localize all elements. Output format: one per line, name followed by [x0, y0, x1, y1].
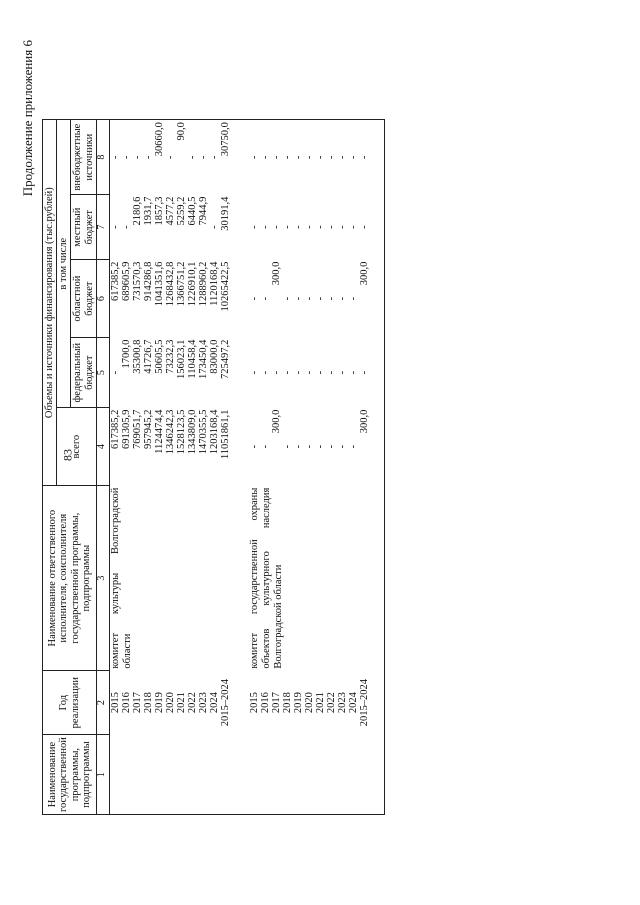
cell-local: 5259,2 — [176, 196, 188, 226]
cell-total: 691305,9 — [121, 409, 133, 450]
cell-federal: 1700,0 — [121, 339, 133, 369]
table-row — [143, 120, 154, 815]
table-row — [132, 120, 143, 815]
cell-regional: - — [260, 296, 272, 301]
cell-year: 2019 — [154, 692, 166, 714]
cell-extra: - — [326, 120, 337, 195]
cell-year: 2017 — [271, 692, 283, 714]
cell-total: - — [304, 444, 316, 449]
table-row — [220, 120, 231, 815]
table-row — [359, 120, 370, 815]
cell-regional: - — [249, 296, 261, 301]
cell-regional: 300,0 — [271, 261, 283, 286]
cell-total: - — [326, 444, 338, 449]
cell-regional: 1226910,1 — [187, 261, 199, 307]
cell-local: - — [326, 225, 338, 229]
cell-regional: 689605,9 — [121, 261, 133, 302]
table-row — [348, 120, 359, 815]
cell-extra: - — [198, 120, 209, 195]
cell-total: 957945,2 — [143, 409, 155, 450]
cell-extra: - — [260, 120, 271, 195]
cell-year: 2021 — [315, 692, 327, 714]
cell-extra: - — [209, 120, 220, 195]
cell-extra: - — [282, 120, 293, 195]
header-total: всего — [57, 408, 97, 486]
cell-federal: 156023,1 — [176, 339, 188, 380]
cell-regional: - — [326, 296, 338, 301]
cell-regional: 1268432,8 — [165, 261, 177, 307]
cell-program — [198, 735, 209, 815]
cell-local: - — [110, 225, 121, 229]
column-number: 2 — [97, 671, 110, 735]
header-executor: Наименование ответственного исполнителя, соисполнителя государственной программы, подпрограммы — [43, 486, 97, 671]
cell-extra: - — [271, 120, 282, 195]
cell-program — [165, 735, 176, 815]
table-row — [209, 120, 220, 815]
cell-local: - — [271, 225, 283, 229]
cell-federal: - — [348, 370, 360, 375]
cell-total: - — [315, 444, 327, 449]
cell-total: 1346242,3 — [165, 409, 177, 455]
cell-extra: - — [304, 120, 315, 195]
cell-year: 2024 — [209, 692, 221, 714]
cell-program — [282, 735, 293, 815]
table-row — [154, 120, 165, 815]
cell-extra: - — [359, 120, 370, 195]
cell-federal: 83000,0 — [209, 339, 221, 374]
cell-local: - — [293, 225, 305, 229]
header-regional: областной бюджет — [71, 260, 97, 338]
cell-federal: 110458,4 — [187, 339, 199, 379]
cell-year: 2016 — [121, 692, 133, 714]
cell-total: - — [282, 444, 294, 449]
cell-extra: - — [187, 120, 198, 195]
cell-year: 2021 — [176, 692, 188, 714]
cell-regional: - — [293, 296, 305, 301]
cell-extra: - — [110, 120, 122, 195]
cell-program — [220, 735, 231, 815]
cell-year: 2015–2024 — [359, 679, 371, 727]
cell-extra: - — [143, 120, 154, 195]
cell-total: 11051861,1 — [220, 409, 232, 460]
cell-program — [260, 735, 271, 815]
cell-local: 6440,5 — [187, 196, 199, 226]
cell-program — [315, 735, 326, 815]
cell-extra: - — [315, 120, 326, 195]
cell-total: 769051,7 — [132, 409, 144, 450]
table-row — [121, 120, 132, 815]
cell-local: - — [337, 225, 349, 229]
cell-extra: - — [132, 120, 143, 195]
cell-federal: 35300,8 — [132, 339, 144, 374]
header-extra: внебюджетные источники — [71, 120, 97, 195]
cell-federal: - — [271, 370, 283, 375]
cell-regional: - — [304, 296, 316, 301]
table-body — [110, 120, 385, 815]
cell-federal: 50605,5 — [154, 339, 166, 374]
cell-federal: - — [260, 370, 272, 375]
cell-program — [359, 735, 370, 815]
cell-program — [143, 735, 154, 815]
cell-year: 2023 — [198, 692, 210, 714]
cell-extra: 30750,0 — [220, 120, 231, 195]
cell-year: 2015–2024 — [220, 679, 232, 727]
cell-year: 2022 — [187, 692, 199, 714]
cell-program — [187, 735, 198, 815]
cell-program — [348, 735, 359, 815]
table-row — [165, 120, 176, 815]
cell-local: - — [249, 225, 261, 229]
cell-federal: - — [249, 370, 261, 375]
cell-local: - — [359, 225, 371, 229]
cell-local: - — [282, 225, 294, 229]
header-including: в том числе — [57, 120, 71, 408]
cell-program — [121, 735, 132, 815]
cell-extra: - — [348, 120, 359, 195]
cell-local: 7944,9 — [198, 196, 210, 226]
cell-program — [110, 735, 122, 815]
table-row — [293, 120, 304, 815]
cell-year: 2018 — [143, 692, 155, 714]
header-federal: федеральный бюджет — [71, 338, 97, 408]
cell-program — [154, 735, 165, 815]
cell-year: 2016 — [260, 692, 272, 714]
column-number: 1 — [97, 735, 110, 815]
cell-regional: - — [315, 296, 327, 301]
header-financing: Объемы и источники финансирования (тыс.рублей) — [43, 120, 57, 486]
cell-extra: - — [249, 120, 260, 195]
cell-extra: - — [165, 120, 176, 195]
table-row — [326, 120, 337, 815]
cell-total: - — [249, 444, 261, 449]
cell-executor: комитет государственной охраны объектов культурного наследия Волгоградской области — [249, 487, 285, 669]
cell-local: 2180,6 — [132, 196, 144, 226]
cell-total: 1470355,5 — [198, 409, 210, 455]
header-year: Год реализации — [43, 671, 97, 735]
cell-total: 1124474,4 — [154, 409, 166, 454]
cell-year: 2024 — [348, 692, 360, 714]
cell-total: - — [337, 444, 349, 449]
cell-total: 1343809,0 — [187, 409, 199, 455]
cell-regional: 914286,8 — [143, 261, 155, 302]
cell-year: 2019 — [293, 692, 305, 714]
cell-total: - — [348, 444, 360, 449]
financing-table — [42, 119, 385, 815]
column-numbers-row — [97, 120, 110, 815]
cell-program — [176, 735, 187, 815]
column-number: 8 — [97, 120, 110, 195]
cell-year: 2022 — [326, 692, 338, 714]
cell-extra: 90,0 — [176, 120, 187, 195]
cell-federal: - — [315, 370, 327, 375]
column-number: 5 — [97, 338, 110, 408]
cell-local: 30191,4 — [220, 196, 232, 231]
cell-extra: - — [121, 120, 132, 195]
table-row — [249, 120, 260, 815]
column-number: 4 — [97, 408, 110, 486]
table-row — [187, 120, 198, 815]
cell-federal: - — [304, 370, 316, 375]
cell-federal: 41726,7 — [143, 339, 155, 374]
cell-regional: 10265422,5 — [220, 261, 232, 312]
table-row — [271, 120, 282, 815]
cell-regional: 1288960,2 — [198, 261, 210, 307]
header-program-name: Наименование государственной программы, подпрограммы — [43, 735, 97, 815]
cell-year: 2023 — [337, 692, 349, 714]
cell-program — [293, 735, 304, 815]
table-row — [198, 120, 209, 815]
header-local: местный бюджет — [71, 195, 97, 260]
column-number: 7 — [97, 195, 110, 260]
cell-extra: 30660,0 — [154, 120, 165, 195]
cell-year: 2020 — [304, 692, 316, 714]
cell-regional: - — [348, 296, 360, 301]
cell-total: - — [293, 444, 305, 449]
cell-total: 300,0 — [359, 409, 371, 434]
cell-total: 617385,2 — [110, 409, 121, 450]
cell-extra: - — [293, 120, 304, 195]
cell-program — [304, 735, 315, 815]
cell-regional: 617385,2 — [110, 261, 121, 302]
cell-local: - — [209, 225, 221, 229]
cell-federal: - — [337, 370, 349, 375]
cell-local: 4577,2 — [165, 196, 177, 226]
table-row — [260, 120, 271, 815]
cell-local: - — [315, 225, 327, 229]
cell-year: 2015 — [249, 692, 261, 714]
cell-regional: 1120168,4 — [209, 261, 221, 306]
cell-local: - — [304, 225, 316, 229]
cell-total: 300,0 — [271, 409, 283, 434]
column-number: 3 — [97, 486, 110, 671]
page-number: 83 — [60, 449, 75, 461]
appendix-title: Продолжение приложения 6 — [20, 40, 35, 197]
cell-regional: 1366751,2 — [176, 261, 188, 307]
cell-regional: - — [282, 296, 294, 301]
cell-total: 1528123,5 — [176, 409, 188, 455]
table-row — [282, 120, 293, 815]
cell-local: 1931,7 — [143, 196, 155, 226]
cell-federal: - — [293, 370, 305, 375]
table-row — [176, 120, 187, 815]
cell-local: 1857,3 — [154, 196, 166, 226]
cell-year: 2018 — [282, 692, 294, 714]
group-spacer — [231, 120, 249, 815]
table-row — [337, 120, 348, 815]
cell-federal: 173450,4 — [198, 339, 210, 380]
cell-program — [337, 735, 348, 815]
cell-federal: - — [359, 370, 371, 375]
cell-regional: 731570,3 — [132, 261, 144, 302]
cell-program — [209, 735, 220, 815]
cell-program — [326, 735, 337, 815]
cell-executor: комитет культуры Волгоградской области — [110, 487, 133, 669]
cell-year: 2017 — [132, 692, 144, 714]
cell-federal: 73232,3 — [165, 339, 177, 374]
cell-regional: - — [337, 296, 349, 301]
cell-program — [249, 735, 260, 815]
cell-regional: 1041351,6 — [154, 261, 166, 307]
cell-program — [132, 735, 143, 815]
cell-federal: 725497,2 — [220, 339, 232, 380]
table-row — [304, 120, 315, 815]
cell-year: 2020 — [165, 692, 177, 714]
table-row — [315, 120, 326, 815]
cell-program — [271, 735, 282, 815]
cell-federal: - — [110, 370, 121, 375]
cell-regional: 300,0 — [359, 261, 371, 286]
table-row — [110, 120, 122, 815]
cell-total: - — [260, 444, 272, 449]
cell-federal: - — [326, 370, 338, 375]
cell-extra: - — [337, 120, 348, 195]
cell-total: 1203168,4 — [209, 409, 221, 455]
cell-year: 2015 — [110, 692, 121, 714]
cell-local: - — [348, 225, 360, 229]
column-number: 6 — [97, 260, 110, 338]
cell-federal: - — [282, 370, 294, 375]
cell-local: - — [260, 225, 272, 229]
table-bottom — [370, 120, 385, 815]
cell-local: - — [121, 225, 133, 229]
